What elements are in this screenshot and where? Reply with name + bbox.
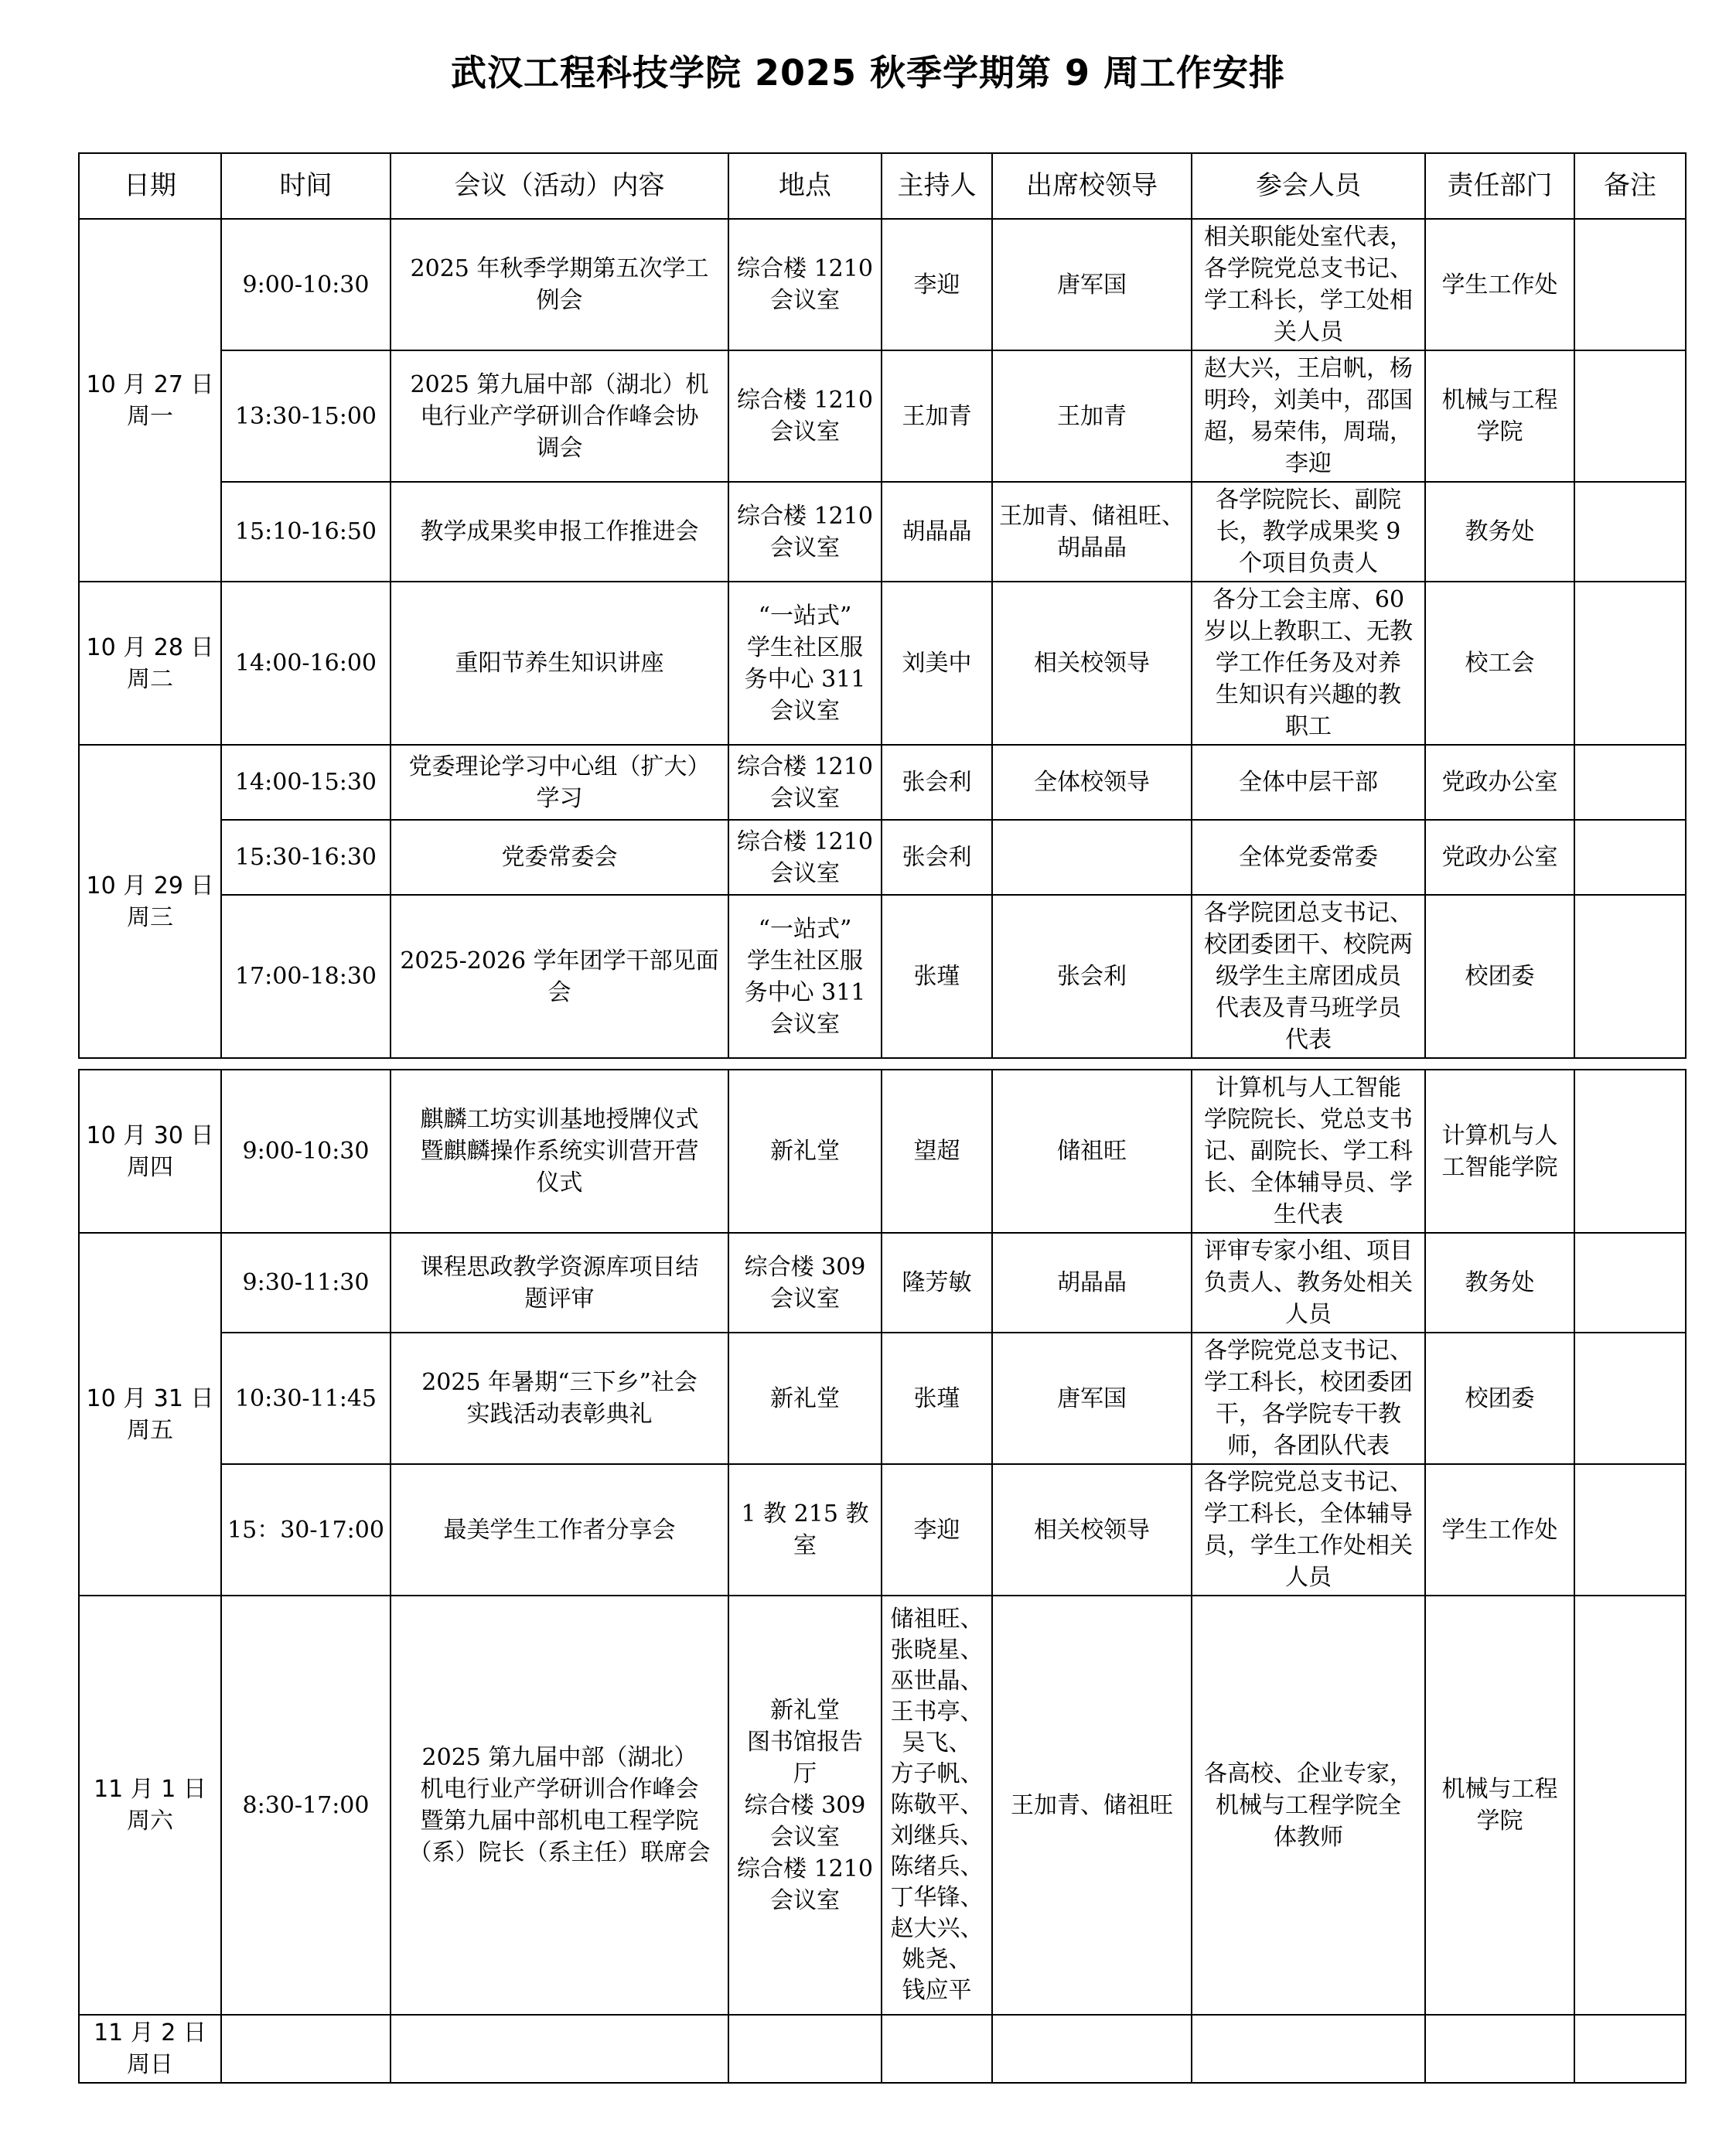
date-cell: 11 月 2 日 周日: [79, 2015, 221, 2083]
content-cell: 2025 第九届中部（湖北）机 电行业产学研训合作峰会协 调会: [391, 350, 728, 482]
location-cell: 综合楼 1210 会议室: [728, 745, 882, 820]
content-cell: 教学成果奖申报工作推进会: [391, 482, 728, 582]
time-cell: 15:30-16:30: [221, 820, 391, 895]
time-cell: 15:10-16:50: [221, 482, 391, 582]
note-cell: [1574, 482, 1686, 582]
header-note: 备注: [1574, 153, 1686, 219]
attendees-cell: 计算机与人工智能 学院院长、党总支书 记、副院长、学工科 长、全体辅导员、学 生代表: [1192, 1070, 1425, 1233]
host-cell: 刘美中: [882, 582, 992, 745]
header-attendees: 参会人员: [1192, 153, 1425, 219]
attendees-cell: 各学院党总支书记、 学工科长，校团委团 干，各学院专干教 师，各团队代表: [1192, 1333, 1425, 1464]
location-cell: 1 教 215 教 室: [728, 1464, 882, 1596]
host-cell: 隆芳敏: [882, 1233, 992, 1333]
table-row: [79, 350, 1686, 482]
attendees-cell: 全体中层干部: [1192, 745, 1425, 820]
time-cell: 14:00-15:30: [221, 745, 391, 820]
content-cell: 2025 年秋季学期第五次学工 例会: [391, 219, 728, 350]
leader-cell: [992, 820, 1192, 895]
empty-cell: [391, 2015, 728, 2083]
host-cell: 张瑾: [882, 1333, 992, 1464]
leader-cell: 相关校领导: [992, 582, 1192, 745]
leader-cell: 储祖旺: [992, 1070, 1192, 1233]
content-cell: 2025 第九届中部（湖北） 机电行业产学研训合作峰会 暨第九届中部机电工程学院 （系）院长（系主任）联席会: [391, 1596, 728, 2015]
header-location: 地点: [728, 153, 882, 219]
attendees-cell: 各学院党总支书记、 学工科长，全体辅导 员，学生工作处相关 人员: [1192, 1464, 1425, 1596]
empty-cell: [1574, 2015, 1686, 2083]
empty-cell: [992, 2015, 1192, 2083]
note-cell: [1574, 582, 1686, 745]
date-cell: 10 月 28 日 周二: [79, 582, 221, 745]
dept-cell: 教务处: [1425, 482, 1574, 582]
header-content: 会议（活动）内容: [391, 153, 728, 219]
time-cell: 8:30-17:00: [221, 1596, 391, 2015]
time-cell: 14:00-16:00: [221, 582, 391, 745]
time-cell: 9:30-11:30: [221, 1233, 391, 1333]
dept-cell: 机械与工程 学院: [1425, 1596, 1574, 2015]
note-cell: [1574, 1464, 1686, 1596]
leader-cell: 相关校领导: [992, 1464, 1192, 1596]
date-cell: 10 月 31 日 周五: [79, 1233, 221, 1596]
leader-cell: 唐军国: [992, 219, 1192, 350]
dept-cell: 教务处: [1425, 1233, 1574, 1333]
date-cell: 11 月 1 日 周六: [79, 1596, 221, 2015]
attendees-cell: 全体党委常委: [1192, 820, 1425, 895]
empty-cell: [1192, 2015, 1425, 2083]
time-cell: 13:30-15:00: [221, 350, 391, 482]
content-cell: 麒麟工坊实训基地授牌仪式 暨麒麟操作系统实训营开营 仪式: [391, 1070, 728, 1233]
schedule-table-part-1: [78, 152, 1687, 1059]
location-cell: 综合楼 1210 会议室: [728, 820, 882, 895]
location-cell: 新礼堂 图书馆报告 厅 综合楼 309 会议室 综合楼 1210 会议室: [728, 1596, 882, 2015]
header-leader: 出席校领导: [992, 153, 1192, 219]
content-cell: 最美学生工作者分享会: [391, 1464, 728, 1596]
time-cell: 15：30-17:00: [221, 1464, 391, 1596]
note-cell: [1574, 820, 1686, 895]
host-cell: 张会利: [882, 820, 992, 895]
content-cell: 课程思政教学资源库项目结 题评审: [391, 1233, 728, 1333]
dept-cell: 学生工作处: [1425, 219, 1574, 350]
table-row: [79, 1070, 1686, 1233]
dept-cell: 校团委: [1425, 895, 1574, 1058]
leader-cell: 王加青、储祖旺、 胡晶晶: [992, 482, 1192, 582]
header-host: 主持人: [882, 153, 992, 219]
content-cell: 2025-2026 学年团学干部见面 会: [391, 895, 728, 1058]
empty-cell: [728, 2015, 882, 2083]
attendees-cell: 各分工会主席、60 岁以上教职工、无教 学工作任务及对养 生知识有兴趣的教 职工: [1192, 582, 1425, 745]
content-cell: 党委理论学习中心组（扩大） 学习: [391, 745, 728, 820]
date-cell: 10 月 27 日 周一: [79, 219, 221, 582]
header-date: 日期: [79, 153, 221, 219]
leader-cell: 王加青、储祖旺: [992, 1596, 1192, 2015]
note-cell: [1574, 350, 1686, 482]
leader-cell: 全体校领导: [992, 745, 1192, 820]
table-row: [79, 745, 1686, 820]
table-row: [79, 582, 1686, 745]
dept-cell: 学生工作处: [1425, 1464, 1574, 1596]
date-cell: 10 月 30 日 周四: [79, 1070, 221, 1233]
header-time: 时间: [221, 153, 391, 219]
attendees-cell: 各高校、企业专家， 机械与工程学院全 体教师: [1192, 1596, 1425, 2015]
date-cell: 10 月 29 日 周三: [79, 745, 221, 1058]
host-cell: 张瑾: [882, 895, 992, 1058]
leader-cell: 张会利: [992, 895, 1192, 1058]
attendees-cell: 相关职能处室代表， 各学院党总支书记、 学工科长，学工处相 关人员: [1192, 219, 1425, 350]
page-title: 武汉工程科技学院 2025 秋季学期第 9 周工作安排: [450, 52, 1286, 94]
dept-cell: 校团委: [1425, 1333, 1574, 1464]
empty-cell: [1425, 2015, 1574, 2083]
dept-cell: 党政办公室: [1425, 745, 1574, 820]
host-cell: 李迎: [882, 1464, 992, 1596]
attendees-cell: 各学院院长、副院 长，教学成果奖 9 个项目负责人: [1192, 482, 1425, 582]
header-row: [79, 153, 1686, 219]
location-cell: 综合楼 309 会议室: [728, 1233, 882, 1333]
note-cell: [1574, 895, 1686, 1058]
table-row: [79, 1464, 1686, 1596]
content-cell: 重阳节养生知识讲座: [391, 582, 728, 745]
note-cell: [1574, 1070, 1686, 1233]
table-row: [79, 482, 1686, 582]
location-cell: “一站式” 学生社区服 务中心 311 会议室: [728, 582, 882, 745]
attendees-cell: 赵大兴，王启帆，杨 明玲，刘美中，邵国 超，易荣伟，周瑞， 李迎: [1192, 350, 1425, 482]
time-cell: 10:30-11:45: [221, 1333, 391, 1464]
table-row: [79, 895, 1686, 1058]
location-cell: 综合楼 1210 会议室: [728, 219, 882, 350]
note-cell: [1574, 745, 1686, 820]
dept-cell: 机械与工程 学院: [1425, 350, 1574, 482]
content-cell: 2025 年暑期“三下乡”社会 实践活动表彰典礼: [391, 1333, 728, 1464]
host-cell: 张会利: [882, 745, 992, 820]
table-row: [79, 1333, 1686, 1464]
header-dept: 责任部门: [1425, 153, 1574, 219]
note-cell: [1574, 1233, 1686, 1333]
host-cell: 望超: [882, 1070, 992, 1233]
dept-cell: 党政办公室: [1425, 820, 1574, 895]
attendees-cell: 评审专家小组、项目 负责人、教务处相关 人员: [1192, 1233, 1425, 1333]
schedule-table-part-2: [78, 1069, 1687, 2084]
table-row: [79, 219, 1686, 350]
location-cell: “一站式” 学生社区服 务中心 311 会议室: [728, 895, 882, 1058]
time-cell: 9:00-10:30: [221, 219, 391, 350]
empty-cell: [221, 2015, 391, 2083]
location-cell: 新礼堂: [728, 1333, 882, 1464]
time-cell: 17:00-18:30: [221, 895, 391, 1058]
leader-cell: 胡晶晶: [992, 1233, 1192, 1333]
location-cell: 综合楼 1210 会议室: [728, 350, 882, 482]
dept-cell: 计算机与人 工智能学院: [1425, 1070, 1574, 1233]
empty-cell: [882, 2015, 992, 2083]
leader-cell: 唐军国: [992, 1333, 1192, 1464]
table-row: [79, 820, 1686, 895]
time-cell: 9:00-10:30: [221, 1070, 391, 1233]
table-row: [79, 1596, 1686, 2015]
host-cell: 王加青: [882, 350, 992, 482]
host-cell: 储祖旺、 张晓星、 巫世晶、 王书亭、 吴飞、 方子帆、 陈敬平、 刘继兵、 陈绪兵、 丁华锋、 赵大兴、 姚尧、 钱应平: [882, 1596, 992, 2015]
dept-cell: 校工会: [1425, 582, 1574, 745]
table-row: [79, 2015, 1686, 2083]
note-cell: [1574, 219, 1686, 350]
note-cell: [1574, 1333, 1686, 1464]
host-cell: 胡晶晶: [882, 482, 992, 582]
host-cell: 李迎: [882, 219, 992, 350]
location-cell: 新礼堂: [728, 1070, 882, 1233]
table-row: [79, 1233, 1686, 1333]
leader-cell: 王加青: [992, 350, 1192, 482]
content-cell: 党委常委会: [391, 820, 728, 895]
note-cell: [1574, 1596, 1686, 2015]
location-cell: 综合楼 1210 会议室: [728, 482, 882, 582]
attendees-cell: 各学院团总支书记、 校团委团干、校院两 级学生主席团成员 代表及青马班学员 代表: [1192, 895, 1425, 1058]
